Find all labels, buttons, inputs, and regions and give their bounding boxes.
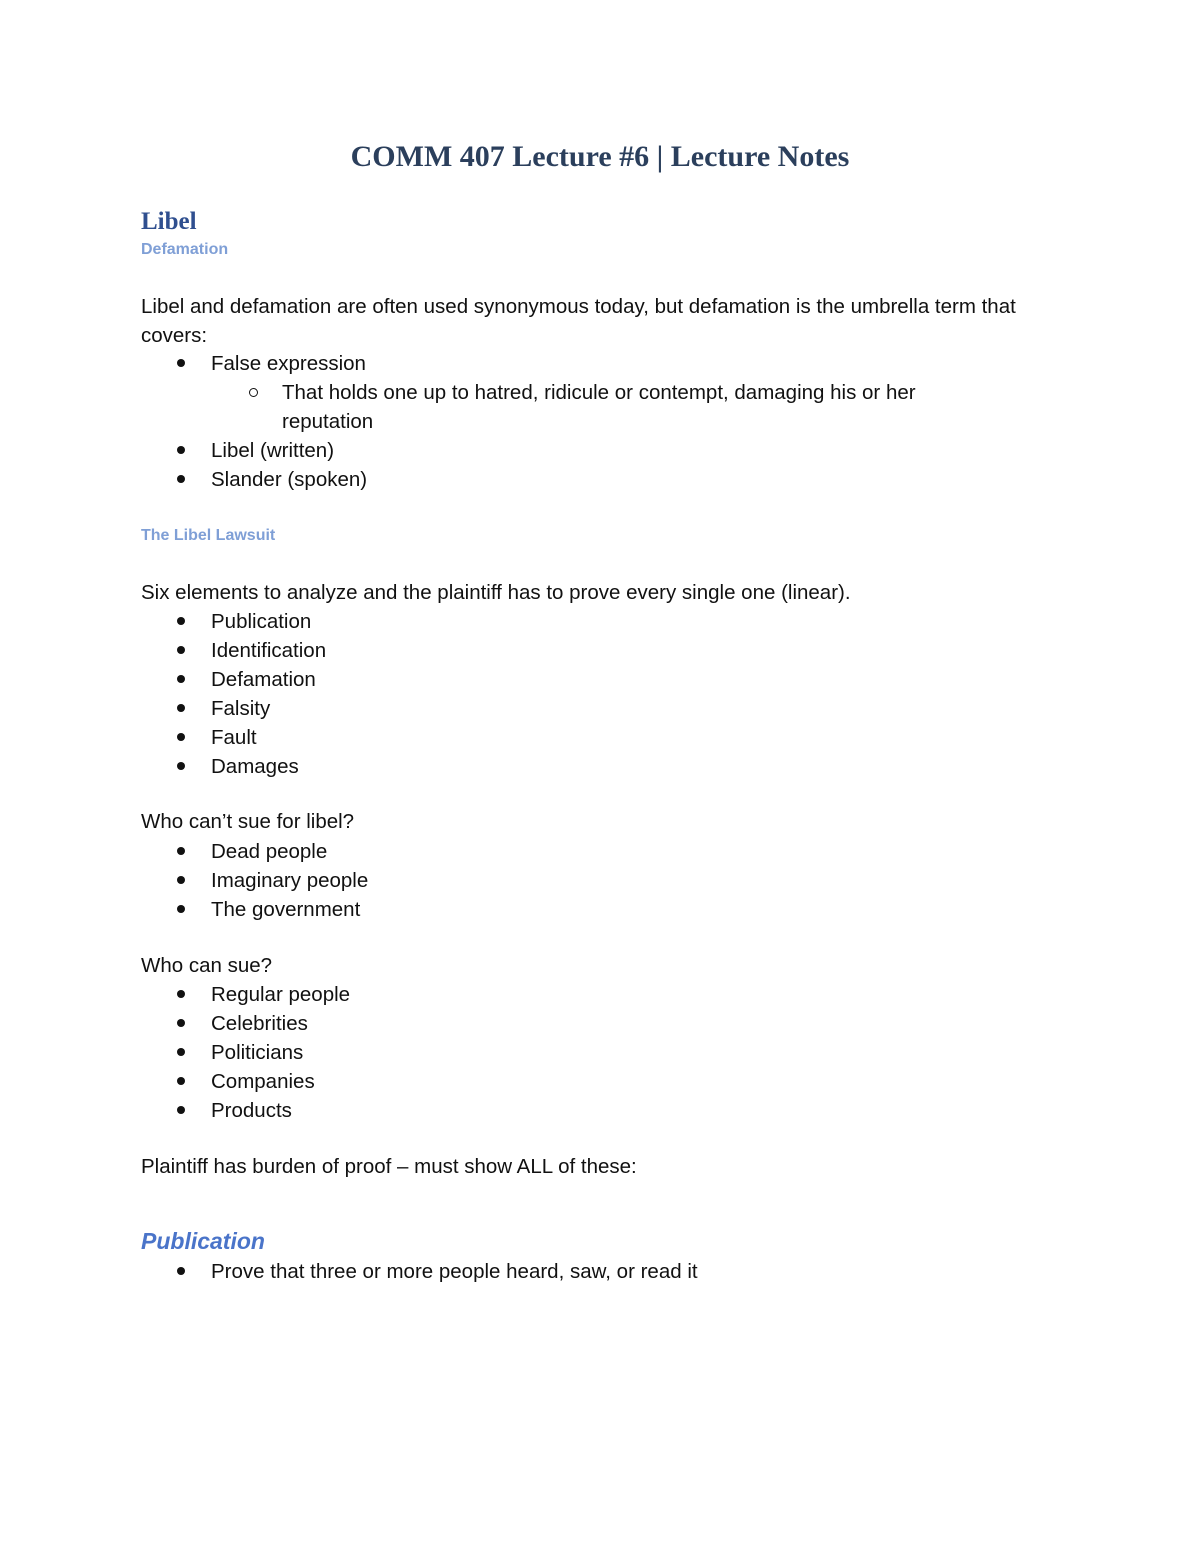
list-item xyxy=(141,436,962,465)
lawsuit-paragraph: Six elements to analyze and the plaintiff has to prove every single one (linear). xyxy=(141,581,851,604)
bullet-icon xyxy=(177,1106,185,1114)
bullet-icon xyxy=(177,1048,185,1056)
list-item xyxy=(141,665,326,694)
sub-list-item xyxy=(211,378,962,436)
list-item-text: Libel (written) xyxy=(211,439,335,462)
can-sue-list xyxy=(141,980,350,1125)
bullet-icon xyxy=(177,617,185,625)
bullet-icon xyxy=(177,1267,185,1275)
list-item-text: Prove that three or more people heard, saw, or read it xyxy=(211,1260,698,1283)
list-item xyxy=(141,636,326,665)
bullet-icon xyxy=(177,1077,185,1085)
list-item-text: Damages xyxy=(211,755,299,778)
list-item-text: Identification xyxy=(211,639,327,662)
bullet-icon xyxy=(177,990,185,998)
bullet-icon xyxy=(177,475,185,483)
defamation-list xyxy=(141,349,962,494)
list-item xyxy=(141,895,368,924)
list-item xyxy=(141,723,326,752)
list-item-text: The government xyxy=(211,898,361,921)
list-item-text: Celebrities xyxy=(211,1012,308,1035)
list-item xyxy=(141,866,368,895)
list-item xyxy=(141,1257,698,1286)
list-item xyxy=(141,837,368,866)
list-item xyxy=(141,1067,350,1096)
subheading-defamation: Defamation xyxy=(141,241,229,258)
list-item-text: Publication xyxy=(211,610,312,633)
bullet-icon xyxy=(177,876,185,884)
sub-list-item-text: That holds one up to hatred, ridicule or contempt, damaging his or her reputation xyxy=(282,381,916,433)
page-title: COMM 407 Lecture #6 | Lecture Notes xyxy=(350,140,850,173)
list-item-text: False expression xyxy=(211,352,366,375)
list-item-text: Falsity xyxy=(211,697,271,720)
list-item-text: Slander (spoken) xyxy=(211,468,368,491)
cant-sue-question: Who can’t sue for libel? xyxy=(141,810,355,833)
bullet-icon xyxy=(177,762,185,770)
list-item-text: Companies xyxy=(211,1070,315,1093)
list-item xyxy=(141,465,962,494)
bullet-icon xyxy=(177,646,185,654)
list-item xyxy=(141,607,326,636)
list-item xyxy=(141,694,326,723)
bullet-icon xyxy=(177,905,185,913)
elements-list xyxy=(141,607,326,781)
intro-paragraph: Libel and defamation are often used synonymous today, but defamation is the umbrella term that covers: xyxy=(141,295,1016,347)
can-sue-question: Who can sue? xyxy=(141,954,273,977)
list-item-text: Regular people xyxy=(211,983,351,1006)
list-item-text: Politicians xyxy=(211,1041,304,1064)
list-item-text: Imaginary people xyxy=(211,869,369,892)
cant-sue-list xyxy=(141,837,368,924)
list-item-text: Dead people xyxy=(211,840,328,863)
bullet-icon xyxy=(177,675,185,683)
heading-publication: Publication xyxy=(141,1228,265,1254)
publication-list xyxy=(141,1257,698,1286)
subheading-libel-lawsuit: The Libel Lawsuit xyxy=(141,527,276,544)
list-item xyxy=(141,980,350,1009)
list-item-text: Defamation xyxy=(211,668,316,691)
hollow-bullet-icon xyxy=(249,388,258,397)
bullet-icon xyxy=(177,446,185,454)
sub-list xyxy=(211,378,962,436)
list-item-text: Fault xyxy=(211,726,257,749)
list-item-text: Products xyxy=(211,1099,292,1122)
bullet-icon xyxy=(177,847,185,855)
bullet-icon xyxy=(177,1019,185,1027)
list-item xyxy=(141,1009,350,1038)
bullet-icon xyxy=(177,733,185,741)
burden-paragraph: Plaintiff has burden of proof – must show ALL of these: xyxy=(141,1155,637,1178)
heading-libel: Libel xyxy=(141,208,197,235)
list-item xyxy=(141,1096,350,1125)
list-item xyxy=(141,1038,350,1067)
bullet-icon xyxy=(177,704,185,712)
list-item xyxy=(141,349,962,436)
bullet-icon xyxy=(177,359,185,367)
list-item xyxy=(141,752,326,781)
